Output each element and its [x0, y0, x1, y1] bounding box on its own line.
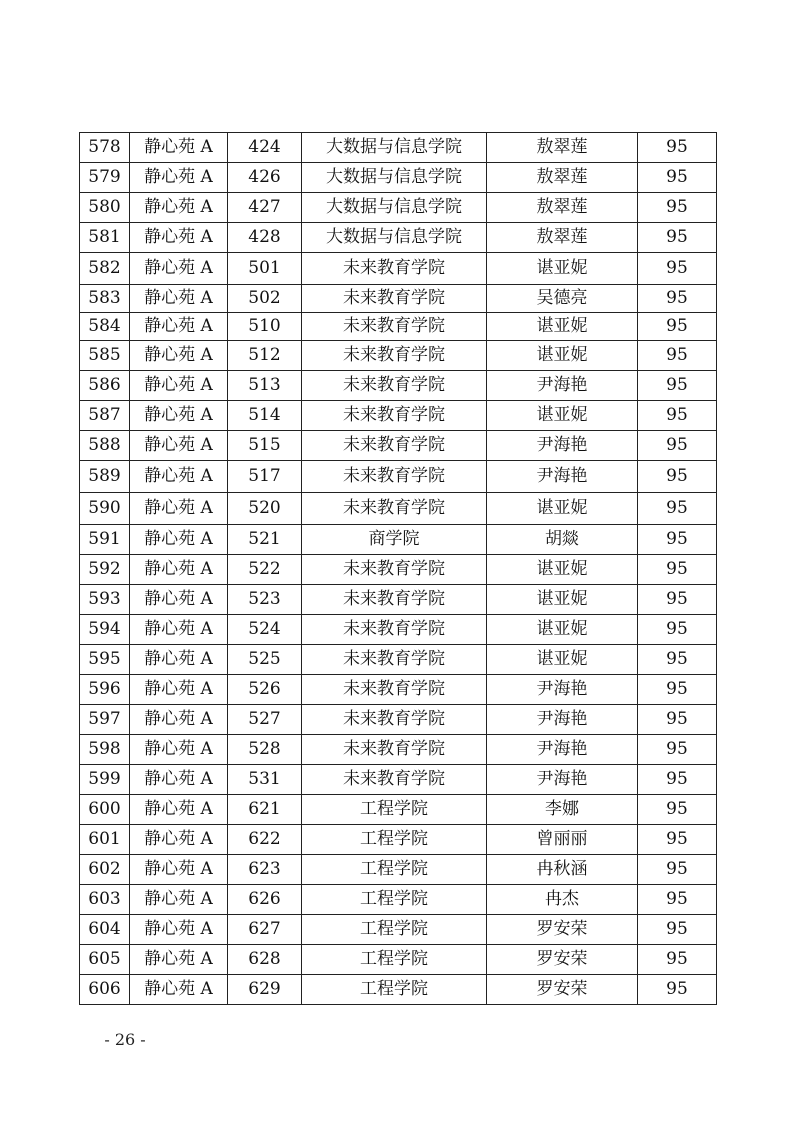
college-cell: 大数据与信息学院 [302, 133, 487, 163]
score-cell: 95 [638, 313, 717, 341]
college-cell: 工程学院 [302, 825, 487, 855]
score-cell: 95 [638, 253, 717, 285]
row-number-cell: 589 [80, 461, 130, 493]
room-number-cell: 623 [228, 855, 302, 885]
table-row [80, 675, 717, 705]
row-number-cell: 582 [80, 253, 130, 285]
score-cell: 95 [638, 825, 717, 855]
college-cell: 未来教育学院 [302, 585, 487, 615]
table-body [80, 133, 717, 1005]
college-cell: 未来教育学院 [302, 401, 487, 431]
person-name-cell: 尹海艳 [487, 705, 638, 735]
person-name-cell: 敖翠莲 [487, 193, 638, 223]
row-number-cell: 595 [80, 645, 130, 675]
row-number-cell: 596 [80, 675, 130, 705]
room-number-cell: 628 [228, 945, 302, 975]
dormitory-score-table [79, 132, 717, 1005]
score-cell: 95 [638, 645, 717, 675]
page-number: - 26 - [104, 1030, 146, 1049]
score-cell: 95 [638, 885, 717, 915]
row-number-cell: 591 [80, 525, 130, 555]
building-cell: 静心苑 A [130, 975, 228, 1005]
table-row [80, 341, 717, 371]
row-number-cell: 581 [80, 223, 130, 253]
room-number-cell: 522 [228, 555, 302, 585]
table-row [80, 765, 717, 795]
college-cell: 未来教育学院 [302, 705, 487, 735]
table-row [80, 163, 717, 193]
building-cell: 静心苑 A [130, 461, 228, 493]
row-number-cell: 583 [80, 285, 130, 313]
score-cell: 95 [638, 615, 717, 645]
score-cell: 95 [638, 585, 717, 615]
row-number-cell: 580 [80, 193, 130, 223]
room-number-cell: 528 [228, 735, 302, 765]
row-number-cell: 599 [80, 765, 130, 795]
table-row [80, 555, 717, 585]
person-name-cell: 谌亚妮 [487, 555, 638, 585]
room-number-cell: 527 [228, 705, 302, 735]
building-cell: 静心苑 A [130, 795, 228, 825]
row-number-cell: 586 [80, 371, 130, 401]
table-row [80, 705, 717, 735]
table-row [80, 313, 717, 341]
score-cell: 95 [638, 163, 717, 193]
row-number-cell: 597 [80, 705, 130, 735]
building-cell: 静心苑 A [130, 371, 228, 401]
person-name-cell: 胡燚 [487, 525, 638, 555]
table-row [80, 855, 717, 885]
person-name-cell: 谌亚妮 [487, 585, 638, 615]
row-number-cell: 594 [80, 615, 130, 645]
table-row [80, 285, 717, 313]
room-number-cell: 526 [228, 675, 302, 705]
score-cell: 95 [638, 675, 717, 705]
score-cell: 95 [638, 285, 717, 313]
row-number-cell: 598 [80, 735, 130, 765]
building-cell: 静心苑 A [130, 555, 228, 585]
college-cell: 未来教育学院 [302, 431, 487, 461]
table-row [80, 493, 717, 525]
row-number-cell: 600 [80, 795, 130, 825]
table-row [80, 885, 717, 915]
building-cell: 静心苑 A [130, 885, 228, 915]
college-cell: 未来教育学院 [302, 285, 487, 313]
room-number-cell: 622 [228, 825, 302, 855]
row-number-cell: 590 [80, 493, 130, 525]
room-number-cell: 514 [228, 401, 302, 431]
table-row [80, 915, 717, 945]
score-cell: 95 [638, 855, 717, 885]
college-cell: 未来教育学院 [302, 765, 487, 795]
college-cell: 未来教育学院 [302, 461, 487, 493]
person-name-cell: 谌亚妮 [487, 615, 638, 645]
college-cell: 未来教育学院 [302, 493, 487, 525]
score-cell: 95 [638, 945, 717, 975]
room-number-cell: 520 [228, 493, 302, 525]
row-number-cell: 601 [80, 825, 130, 855]
score-cell: 95 [638, 705, 717, 735]
score-cell: 95 [638, 461, 717, 493]
college-cell: 未来教育学院 [302, 675, 487, 705]
row-number-cell: 605 [80, 945, 130, 975]
building-cell: 静心苑 A [130, 313, 228, 341]
college-cell: 商学院 [302, 525, 487, 555]
score-cell: 95 [638, 223, 717, 253]
room-number-cell: 510 [228, 313, 302, 341]
room-number-cell: 629 [228, 975, 302, 1005]
building-cell: 静心苑 A [130, 193, 228, 223]
college-cell: 未来教育学院 [302, 645, 487, 675]
table-row [80, 133, 717, 163]
person-name-cell: 谌亚妮 [487, 341, 638, 371]
college-cell: 未来教育学院 [302, 555, 487, 585]
person-name-cell: 尹海艳 [487, 371, 638, 401]
building-cell: 静心苑 A [130, 615, 228, 645]
college-cell: 未来教育学院 [302, 253, 487, 285]
room-number-cell: 525 [228, 645, 302, 675]
person-name-cell: 罗安荣 [487, 915, 638, 945]
room-number-cell: 524 [228, 615, 302, 645]
building-cell: 静心苑 A [130, 765, 228, 795]
college-cell: 未来教育学院 [302, 313, 487, 341]
room-number-cell: 517 [228, 461, 302, 493]
college-cell: 工程学院 [302, 915, 487, 945]
building-cell: 静心苑 A [130, 431, 228, 461]
person-name-cell: 敖翠莲 [487, 223, 638, 253]
room-number-cell: 523 [228, 585, 302, 615]
building-cell: 静心苑 A [130, 223, 228, 253]
person-name-cell: 谌亚妮 [487, 401, 638, 431]
row-number-cell: 604 [80, 915, 130, 945]
room-number-cell: 521 [228, 525, 302, 555]
room-number-cell: 426 [228, 163, 302, 193]
row-number-cell: 593 [80, 585, 130, 615]
table-row [80, 525, 717, 555]
person-name-cell: 吴德亮 [487, 285, 638, 313]
building-cell: 静心苑 A [130, 645, 228, 675]
building-cell: 静心苑 A [130, 133, 228, 163]
room-number-cell: 531 [228, 765, 302, 795]
college-cell: 工程学院 [302, 795, 487, 825]
building-cell: 静心苑 A [130, 825, 228, 855]
table-row [80, 615, 717, 645]
college-cell: 未来教育学院 [302, 371, 487, 401]
score-cell: 95 [638, 735, 717, 765]
row-number-cell: 585 [80, 341, 130, 371]
college-cell: 大数据与信息学院 [302, 163, 487, 193]
row-number-cell: 584 [80, 313, 130, 341]
table-row [80, 795, 717, 825]
row-number-cell: 603 [80, 885, 130, 915]
row-number-cell: 579 [80, 163, 130, 193]
room-number-cell: 512 [228, 341, 302, 371]
building-cell: 静心苑 A [130, 341, 228, 371]
table-row [80, 645, 717, 675]
score-cell: 95 [638, 133, 717, 163]
college-cell: 工程学院 [302, 975, 487, 1005]
row-number-cell: 588 [80, 431, 130, 461]
score-cell: 95 [638, 193, 717, 223]
table-row [80, 825, 717, 855]
college-cell: 大数据与信息学院 [302, 223, 487, 253]
room-number-cell: 621 [228, 795, 302, 825]
person-name-cell: 尹海艳 [487, 461, 638, 493]
building-cell: 静心苑 A [130, 163, 228, 193]
room-number-cell: 427 [228, 193, 302, 223]
college-cell: 未来教育学院 [302, 341, 487, 371]
room-number-cell: 428 [228, 223, 302, 253]
score-cell: 95 [638, 525, 717, 555]
score-cell: 95 [638, 765, 717, 795]
score-cell: 95 [638, 795, 717, 825]
college-cell: 未来教育学院 [302, 615, 487, 645]
room-number-cell: 626 [228, 885, 302, 915]
score-cell: 95 [638, 401, 717, 431]
building-cell: 静心苑 A [130, 525, 228, 555]
college-cell: 工程学院 [302, 945, 487, 975]
room-number-cell: 424 [228, 133, 302, 163]
college-cell: 大数据与信息学院 [302, 193, 487, 223]
building-cell: 静心苑 A [130, 401, 228, 431]
table-row [80, 401, 717, 431]
room-number-cell: 502 [228, 285, 302, 313]
table-row [80, 975, 717, 1005]
room-number-cell: 513 [228, 371, 302, 401]
building-cell: 静心苑 A [130, 285, 228, 313]
person-name-cell: 敖翠莲 [487, 163, 638, 193]
room-number-cell: 501 [228, 253, 302, 285]
person-name-cell: 曾丽丽 [487, 825, 638, 855]
row-number-cell: 606 [80, 975, 130, 1005]
college-cell: 工程学院 [302, 885, 487, 915]
table-row [80, 223, 717, 253]
row-number-cell: 587 [80, 401, 130, 431]
building-cell: 静心苑 A [130, 675, 228, 705]
table-row [80, 431, 717, 461]
person-name-cell: 冉杰 [487, 885, 638, 915]
building-cell: 静心苑 A [130, 493, 228, 525]
person-name-cell: 罗安荣 [487, 945, 638, 975]
person-name-cell: 尹海艳 [487, 735, 638, 765]
person-name-cell: 尹海艳 [487, 675, 638, 705]
person-name-cell: 谌亚妮 [487, 645, 638, 675]
table-row [80, 371, 717, 401]
person-name-cell: 冉秋涵 [487, 855, 638, 885]
building-cell: 静心苑 A [130, 705, 228, 735]
score-cell: 95 [638, 371, 717, 401]
building-cell: 静心苑 A [130, 915, 228, 945]
person-name-cell: 谌亚妮 [487, 253, 638, 285]
score-cell: 95 [638, 341, 717, 371]
person-name-cell: 罗安荣 [487, 975, 638, 1005]
building-cell: 静心苑 A [130, 855, 228, 885]
row-number-cell: 578 [80, 133, 130, 163]
table-row [80, 461, 717, 493]
room-number-cell: 515 [228, 431, 302, 461]
table-row [80, 585, 717, 615]
score-cell: 95 [638, 975, 717, 1005]
room-number-cell: 627 [228, 915, 302, 945]
person-name-cell: 敖翠莲 [487, 133, 638, 163]
table-row [80, 945, 717, 975]
score-cell: 95 [638, 493, 717, 525]
table-row [80, 735, 717, 765]
person-name-cell: 尹海艳 [487, 431, 638, 461]
person-name-cell: 谌亚妮 [487, 313, 638, 341]
table-row [80, 253, 717, 285]
building-cell: 静心苑 A [130, 735, 228, 765]
row-number-cell: 602 [80, 855, 130, 885]
building-cell: 静心苑 A [130, 253, 228, 285]
building-cell: 静心苑 A [130, 945, 228, 975]
building-cell: 静心苑 A [130, 585, 228, 615]
score-cell: 95 [638, 431, 717, 461]
person-name-cell: 谌亚妮 [487, 493, 638, 525]
table-row [80, 193, 717, 223]
college-cell: 工程学院 [302, 855, 487, 885]
college-cell: 未来教育学院 [302, 735, 487, 765]
person-name-cell: 李娜 [487, 795, 638, 825]
score-cell: 95 [638, 555, 717, 585]
score-cell: 95 [638, 915, 717, 945]
row-number-cell: 592 [80, 555, 130, 585]
person-name-cell: 尹海艳 [487, 765, 638, 795]
